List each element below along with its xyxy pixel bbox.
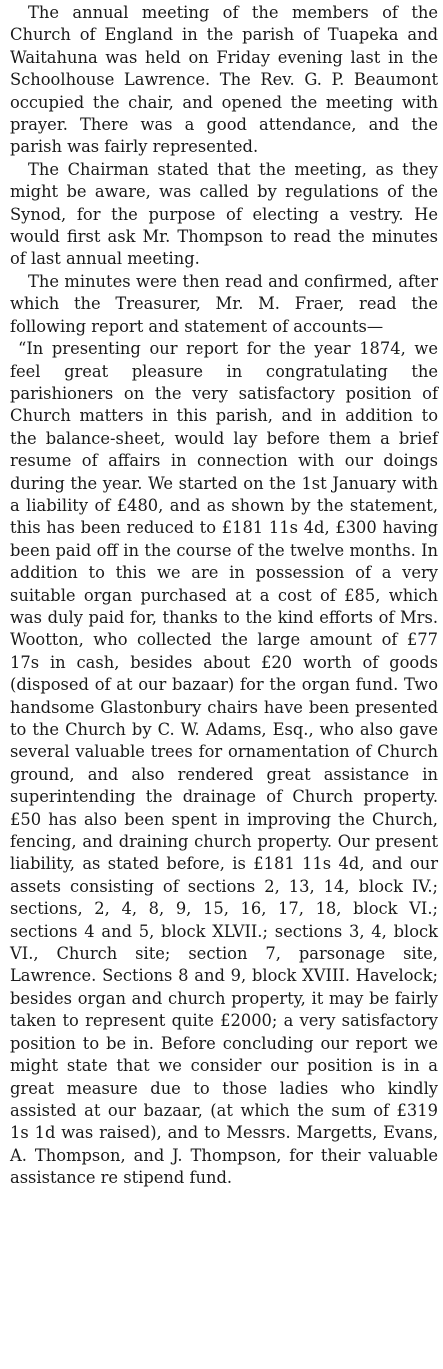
article-paragraph-report: “In presenting our report for the year 1874, we feel great pleasure in congratulating the parishioners on the very satisfactory position of Church matters in this parish, and in addition to the balance-sheet, would lay before them a brief resume of affairs in connection with our doings during the year. We started on the 1st January with a liability of £480, and as shown by the statement, this has been reduced to £181 11s 4d, £300 having been paid off in the course of the twelve months. In addition to this we are in possession of a very suitable organ purchased at a cost of £85, which was duly paid for, thanks to the kind efforts of Mrs. Wootton, who collected the large amount of £77 17s in cash, besides about £20 worth of goods (disposed of at our bazaar) for the organ fund. Two handsome Glastonbury chairs have been presented to the Church by C. W. Adams, Esq., who also gave several valuable trees for ornamentation of Church ground, and also rendered great assistance in superintending the drainage of Church property. £50 has also been spent in improving the Church, fencing, and draining church property. Our present liability, as stated before, is £181 11s 4d, and our assets consisting of sections 2, 13, 14, block IV.; sections, 2, 4, 8, 9, 15, 16, 17, 18, block VI.; sections 4 and 5, block XLVII.; sections 3, 4, block VI., Church site; section 7, parsonage site, Lawrence. Sections 8 and 9, block XVIII. Havelock; besides organ and church property, it may be fairly taken to represent quite £2000; a very satisfactory position to be in. Before concluding our report we might state that we consider our position is in a great measure due to those ladies who kindly assisted at our bazaar, (at which the sum of £319 1s 1d was raised), and to Messrs. Margetts, Evans, A. Thompson, and J. Thompson, for their valuable assistance re stipend fund. [10, 339, 438, 1188]
article-column [10, 2, 438, 1190]
article-paragraph-minutes: The minutes were then read and confirmed, after which the Treasurer, Mr. M. Fraer, read the following report and statement of accounts— [10, 271, 438, 336]
article-paragraph-meeting: The annual meeting of the members of the Church of England in the parish of Tuapeka and Waitahuna was held on Friday evening last in the Schoolhouse Lawrence. The Rev. G. P. Beaumont occupied the chair, and opened the meeting with prayer. There was a good attendance, and the parish was fairly represented. [10, 3, 438, 157]
article-paragraph-chairman: The Chairman stated that the meeting, as they might be aware, was called by regulations of the Synod, for the purpose of electing a vestry. He would first ask Mr. Thompson to read the minutes of last annual meeting. [10, 159, 438, 269]
